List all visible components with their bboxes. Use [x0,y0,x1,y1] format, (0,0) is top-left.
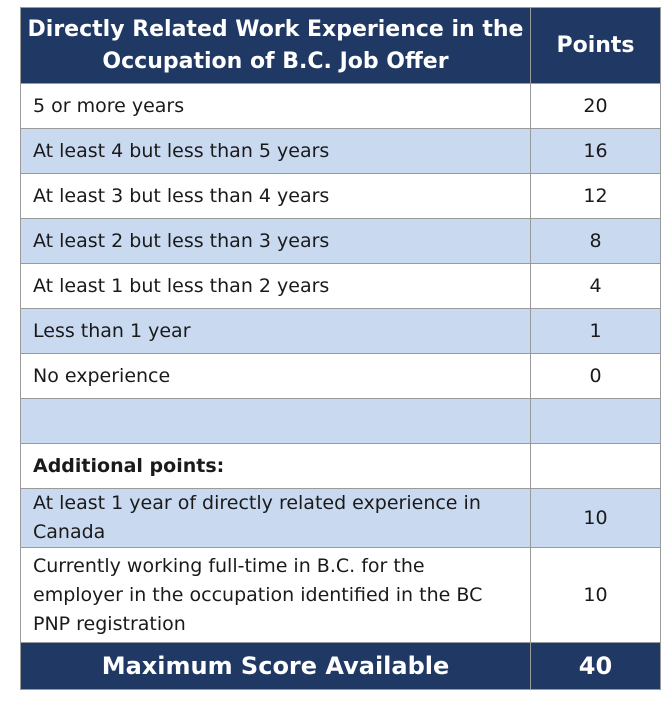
row-label: 5 or more years [21,84,531,129]
row-label: At least 4 but less than 5 years [21,129,531,174]
footer-row [21,643,661,690]
max-score-label: Maximum Score Available [21,643,531,690]
row-label: Less than 1 year [21,309,531,354]
row-points [531,444,661,489]
empty-spacer-row [21,399,661,444]
points-header: Points [531,8,661,84]
table-row [21,548,661,643]
category-header: Directly Related Work Experience in the Occupation of B.C. Job Offer [21,8,531,84]
row-points: 16 [531,129,661,174]
additional-points-heading-row [21,444,661,489]
table-row [21,489,661,548]
row-label: At least 1 but less than 2 years [21,264,531,309]
table-row [21,219,661,264]
table-row [21,174,661,219]
row-points: 4 [531,264,661,309]
row-points: 8 [531,219,661,264]
row-points: 10 [531,548,661,643]
table-row [21,84,661,129]
row-points [531,399,661,444]
row-label: At least 2 but less than 3 years [21,219,531,264]
row-points: 0 [531,354,661,399]
row-label: At least 1 year of directly related experience in Canada [21,489,531,548]
table-row [21,129,661,174]
row-points: 10 [531,489,661,548]
row-label [21,399,531,444]
row-label: At least 3 but less than 4 years [21,174,531,219]
table-row [21,309,661,354]
row-points: 1 [531,309,661,354]
header-row [21,8,661,84]
max-score-value: 40 [531,643,661,690]
row-points: 20 [531,84,661,129]
additional-points-heading: Additional points: [21,444,531,489]
points-table [20,7,661,690]
row-label: No experience [21,354,531,399]
table-row [21,264,661,309]
row-label: Currently working full-time in B.C. for the employer in the occupation identified in the BC PNP registration [21,548,531,643]
points-table-container [20,7,661,690]
table-row [21,354,661,399]
row-points: 12 [531,174,661,219]
